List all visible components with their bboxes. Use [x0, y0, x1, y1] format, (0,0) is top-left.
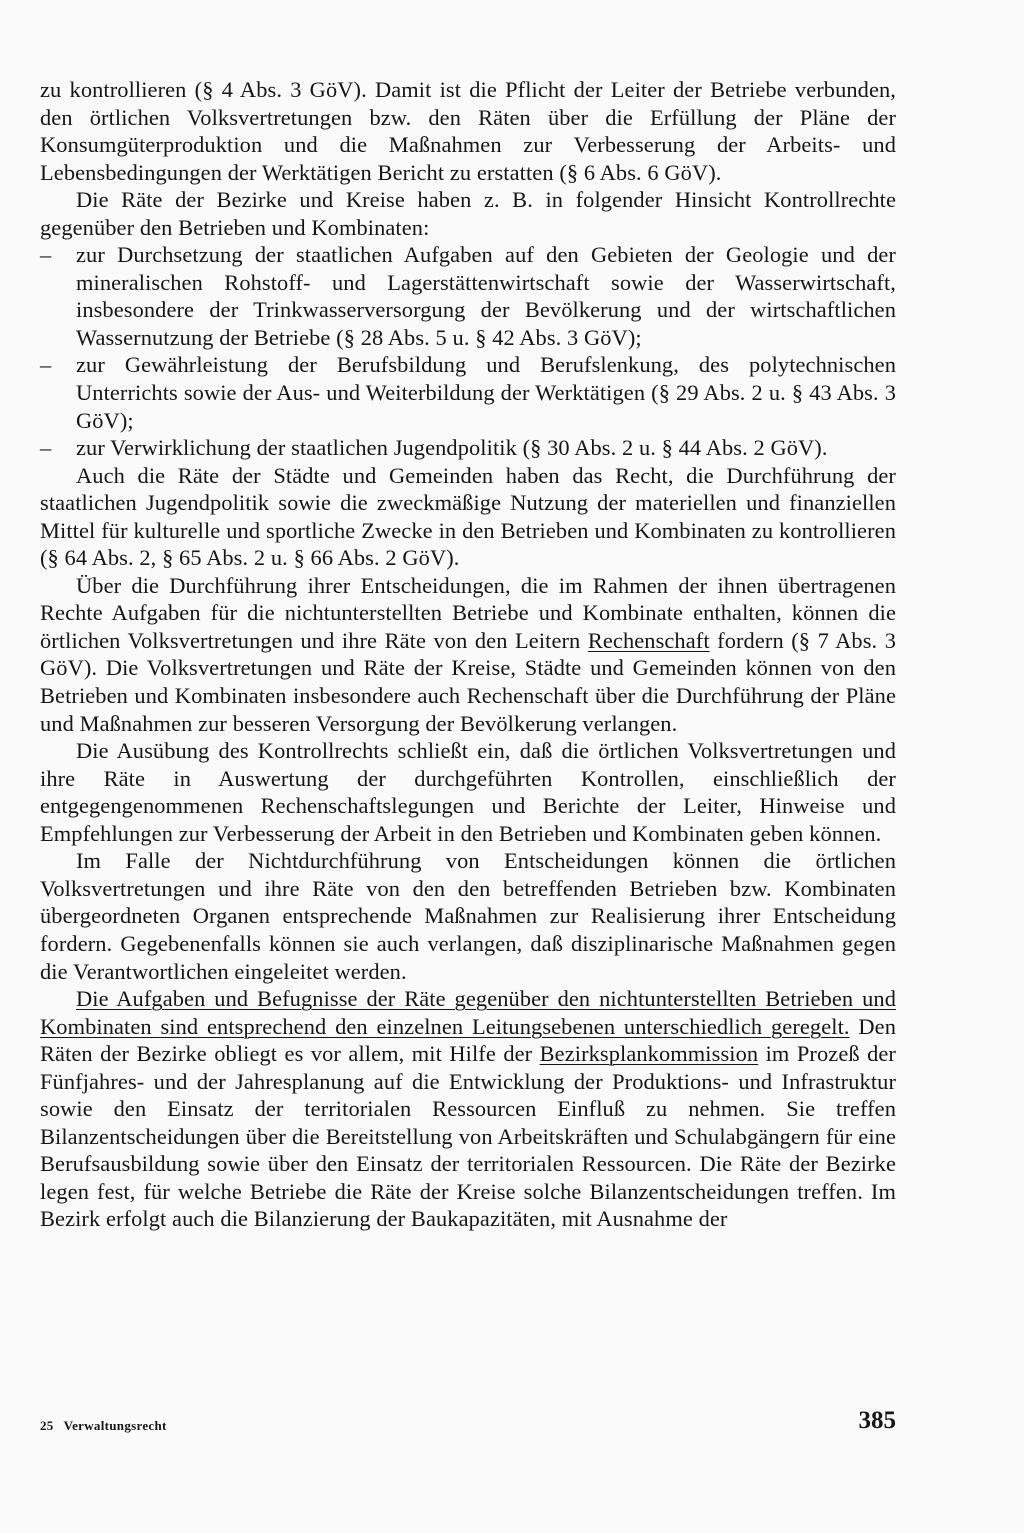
signature-mark: [40, 1418, 167, 1434]
underlined-passage: Die Aufgaben und Befugnisse der Räte gegenüber den nichtunterstellten Betrieben und Kombinaten sind entsprechend den einzelnen Leitungsebenen unterschiedlich geregelt.: [40, 986, 896, 1039]
signature-title: Verwaltungsrecht: [63, 1418, 167, 1433]
list-item-text: zur Durchsetzung der staatlichen Aufgaben auf den Gebieten der Geologie und der mineralischen Rohstoff- und Lagerstättenwirtschaft sowie der Wasserwirtschaft, insbesondere der Trinkwasserversorgung der Bevölkerung und der wirtschaftlichen Wassernutzung der Betriebe (§ 28 Abs. 5 u. § 42 Abs. 3 GöV);: [76, 242, 896, 350]
paragraph-text: im Prozeß der Fünfjahres- und der Jahresplanung auf die Entwicklung der Produktions- und Infrastruktur sowie den Einsatz der territorialen Ressourcen Einfluß zu nehmen. Sie treffen Bilanzentscheidungen über die Bereitstellung von Arbeitskräften und Schulabgängern für eine Berufsausbildung sowie über den Einsatz der territorialen Ressourcen. Die Räte der Bezirke legen fest, für welche Betriebe die Räte der Kreise solche Bilanzentscheidungen treffen. Im Bezirk erfolgt auch die Bilanzierung der Baukapazitäten, mit Ausnahme der: [40, 1041, 896, 1232]
control-rights-list: [40, 241, 896, 461]
paragraph-text: Über die Durchführung ihrer Entscheidungen, die im Rahmen der ihnen übertragenen Rechte Aufgaben für die nichtunterstellten Betriebe und Kombinate enthalten, können die örtlichen Volksvertretungen und ihre Räte von den Leitern: [40, 572, 896, 653]
paragraph-council-tasks: [40, 985, 896, 1233]
paragraph-continuation: zu kontrollieren (§ 4 Abs. 3 GöV). Damit ist die Pflicht der Leiter der Betriebe verbunden, den örtlichen Volksvertretungen bzw. den Räten über die Erfüllung der Pläne der Konsumgüterproduktion und die Maßnahmen zur Verbesserung der Arbeits- und Lebensbedingungen der Werktätigen Bericht zu erstatten (§ 6 Abs. 6 GöV).: [40, 77, 896, 185]
underlined-term: Bezirksplankommission: [539, 1041, 759, 1067]
paragraph-control-rights-intro: Die Räte der Bezirke und Kreise haben z. B. in folgender Hinsicht Kontrollrechte gegenüber den Betrieben und Kombinaten:: [40, 187, 896, 240]
list-item-text: zur Verwirklichung der staatlichen Jugendpolitik (§ 30 Abs. 2 u. § 44 Abs. 2 GöV).: [76, 435, 828, 461]
page-number: 385: [858, 1407, 896, 1434]
dash-marker: –: [40, 352, 52, 378]
paragraph-control-right-exercise: Die Ausübung des Kontrollrechts schließt ein, daß die örtlichen Volksvertretungen und ihre Räte in Auswertung der durchgeführten Kontrollen, einschließlich der entgegengenommenen Rechenschaftslegungen und Berichte der Leiter, Hinweise und Empfehlungen zur Verbesserung der Arbeit in den Betrieben und Kombinaten geben können.: [40, 738, 896, 846]
list-item: [40, 241, 896, 351]
paragraph-non-implementation: Im Falle der Nichtdurchführung von Entscheidungen können die örtlichen Volksvertretungen und ihre Räte von den den betreffenden Betrieben bzw. Kombinaten übergeordneten Organen entsprechende Maßnahmen zur Realisierung ihrer Entscheidung fordern. Gegebenenfalls können sie auch verlangen, daß disziplinarische Maßnahmen gegen die Verantwortlichen eingeleitet werden.: [40, 848, 896, 984]
list-item: [40, 351, 896, 434]
paragraph-accountability: [40, 572, 896, 737]
paragraph-text: fordern (§ 7 Abs. 3 GöV). Die Volksvertretungen und Räte der Kreise, Städte und Gemeinden können von den Betrieben und Kombinaten insbesondere auch Rechenschaft über die Durchführung der Pläne und Maßnahmen zur besseren Versorgung der Bevölkerung verlangen.: [40, 627, 896, 736]
paragraph-cities-communities: Auch die Räte der Städte und Gemeinden haben das Recht, die Durchführung der staatlichen Jugendpolitik sowie die zweckmäßige Nutzung der materiellen und finanziellen Mittel für kulturelle und sportliche Zwecke in den Betrieben und Kombinaten zu kontrollieren (§ 64 Abs. 2, § 65 Abs. 2 u. § 66 Abs. 2 GöV).: [40, 462, 896, 571]
page-footer: [40, 1407, 896, 1439]
dash-marker: –: [40, 242, 52, 268]
list-item-text: zur Gewährleistung der Berufsbildung und Berufslenkung, des polytechnischen Unterrichts sowie der Aus- und Weiterbildung der Werktätigen (§ 29 Abs. 2 u. § 43 Abs. 3 GöV);: [76, 352, 896, 433]
list-item: [40, 434, 896, 462]
signature-number: 25: [40, 1418, 54, 1433]
page-body: [40, 76, 896, 1233]
dash-marker: –: [40, 435, 52, 461]
emphasis-term: Rechenschaft: [587, 627, 710, 653]
paragraph-text: Den Räten der Bezirke obliegt es vor allem, mit Hilfe der: [40, 1013, 896, 1067]
